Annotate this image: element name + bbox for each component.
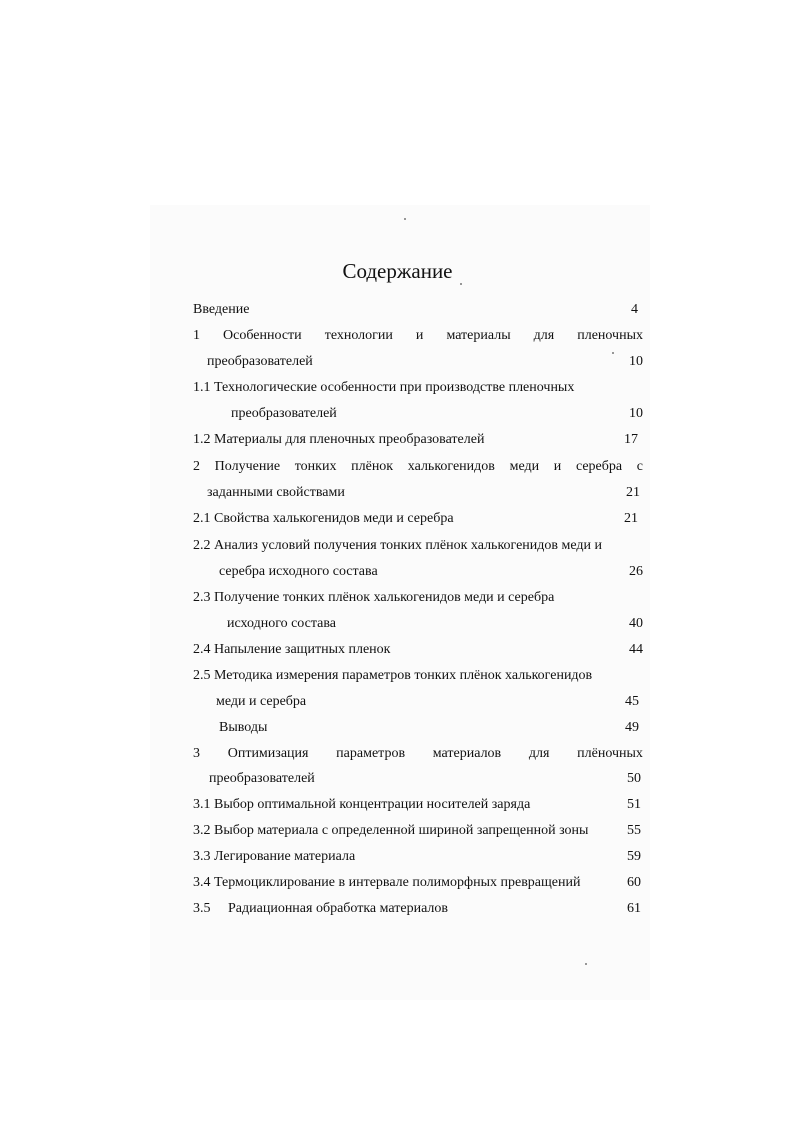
toc-word: 2 [193,459,200,474]
toc-page-number: 59 [627,849,641,864]
toc-word: параметров [336,746,406,761]
toc-entry-2-2 [193,537,643,555]
toc-page-number: 17 [624,432,638,447]
toc-entry-3-5 [193,900,643,918]
toc-word: пленочных [577,328,643,343]
toc-entry-1-1-cont [193,405,643,423]
toc-word: 1 [193,328,200,343]
toc-entry-1-2 [193,431,643,449]
toc-entry-3-3 [193,848,643,866]
toc-word: 3 [193,746,200,761]
toc-word: Получение [214,459,281,474]
toc-word: с [636,459,643,474]
toc-page-number: 40 [629,616,643,631]
toc-word: меди [509,459,540,474]
toc-page-number: 61 [627,901,641,916]
toc-page-number: 4 [631,302,638,317]
toc-entry-text: преобразователей [209,771,315,786]
toc-word: и [553,459,562,474]
toc-entry-text: Выводы [219,720,268,735]
toc-entry-text: 2.5 Методика измерения параметров тонких плёнок халькогенидов [193,668,593,683]
toc-word: Особенности [223,328,302,343]
toc-word: плёнок [351,459,394,474]
toc-page-number: 21 [624,511,638,526]
toc-entry-intro [193,301,643,319]
toc-entry-text: 1.1 Технологические особенности при производстве пленочных [193,380,575,395]
toc-word: плёночных [577,746,643,761]
toc-entry-chapter-3 [193,745,643,763]
toc-entry-text: Радиационная обработка материалов [228,901,449,916]
toc-entry-text: 2.1 Свойства халькогенидов меди и серебра [193,511,454,526]
toc-entry-text: заданными свойствами [207,485,345,500]
toc-entry-3-4 [193,874,643,892]
toc-entry-chapter-1 [193,327,643,345]
toc-entry-2-3 [193,589,643,607]
scan-speck [585,963,587,965]
toc-page-number: 26 [629,564,643,579]
toc-page-number: 45 [625,694,639,709]
toc-entry-chapter-1-cont [193,353,643,371]
toc-page-number: 10 [629,406,643,421]
toc-entry-3-2 [193,822,643,840]
toc-entry-text: меди и серебра [216,694,307,709]
toc-entry-text: 2.3 Получение тонких плёнок халькогенидов меди и серебра [193,590,555,605]
toc-entry-1-1 [193,379,643,397]
toc-word: технологии [324,328,393,343]
toc-word: для [533,328,555,343]
toc-page-number: 21 [626,485,640,500]
toc-word: Оптимизация [227,746,309,761]
toc-entry-number: 3.5 [193,901,211,916]
toc-entry-text: 1.2 Материалы для пленочных преобразователей [193,432,485,447]
toc-entry-2-5-cont [193,693,643,711]
toc-entry-2-5 [193,667,643,685]
toc-word: для [528,746,550,761]
toc-entry-3-1 [193,796,643,814]
toc-word: серебра [575,459,623,474]
toc-entry-text: преобразователей [231,406,337,421]
toc-entry-2-3-cont [193,615,643,633]
toc-entry-2-1 [193,510,643,528]
toc-entry-text: 3.2 Выбор материала с определенной шириной запрещенной зоны [193,823,589,838]
toc-entry-text: Введение [193,302,250,317]
toc-entry-chapter-2 [193,458,643,476]
toc-entry-text: исходного состава [227,616,337,631]
toc-entry-text: 3.4 Термоциклирование в интервале полиморфных превращений [193,875,581,890]
toc-page-number: 51 [627,797,641,812]
toc-entry-2-4 [193,641,643,659]
toc-entry-text: 2.2 Анализ условий получения тонких плёнок халькогенидов меди и [193,538,603,553]
toc-entry-conclusions [193,719,643,737]
toc-entry-chapter-2-cont [193,484,643,502]
toc-entry-text: 3.3 Легирование материала [193,849,356,864]
toc-page-number: 60 [627,875,641,890]
toc-word: материалов [432,746,502,761]
toc-page-number: 10 [629,354,643,369]
toc-entry-text: 2.4 Напыление защитных пленок [193,642,391,657]
toc-entry-2-2-cont [193,563,643,581]
toc-page-number: 49 [625,720,639,735]
toc-entry-text: 3.1 Выбор оптимальной концентрации носителей заряда [193,797,531,812]
toc-title: Содержание [342,259,453,283]
toc-word: и [415,328,424,343]
toc-entry-chapter-3-cont [193,770,643,788]
toc-entry-text: серебра исходного состава [219,564,378,579]
scan-speck [404,218,406,220]
toc-word: тонких [294,459,337,474]
toc-page-number: 50 [627,771,641,786]
toc-page-number: 44 [629,642,643,657]
toc-word: халькогенидов [407,459,495,474]
toc-word: материалы [446,328,511,343]
toc-entry-text: преобразователей [207,354,313,369]
scan-speck [460,283,462,285]
toc-page-number: 55 [627,823,641,838]
scan-speck [612,352,614,354]
